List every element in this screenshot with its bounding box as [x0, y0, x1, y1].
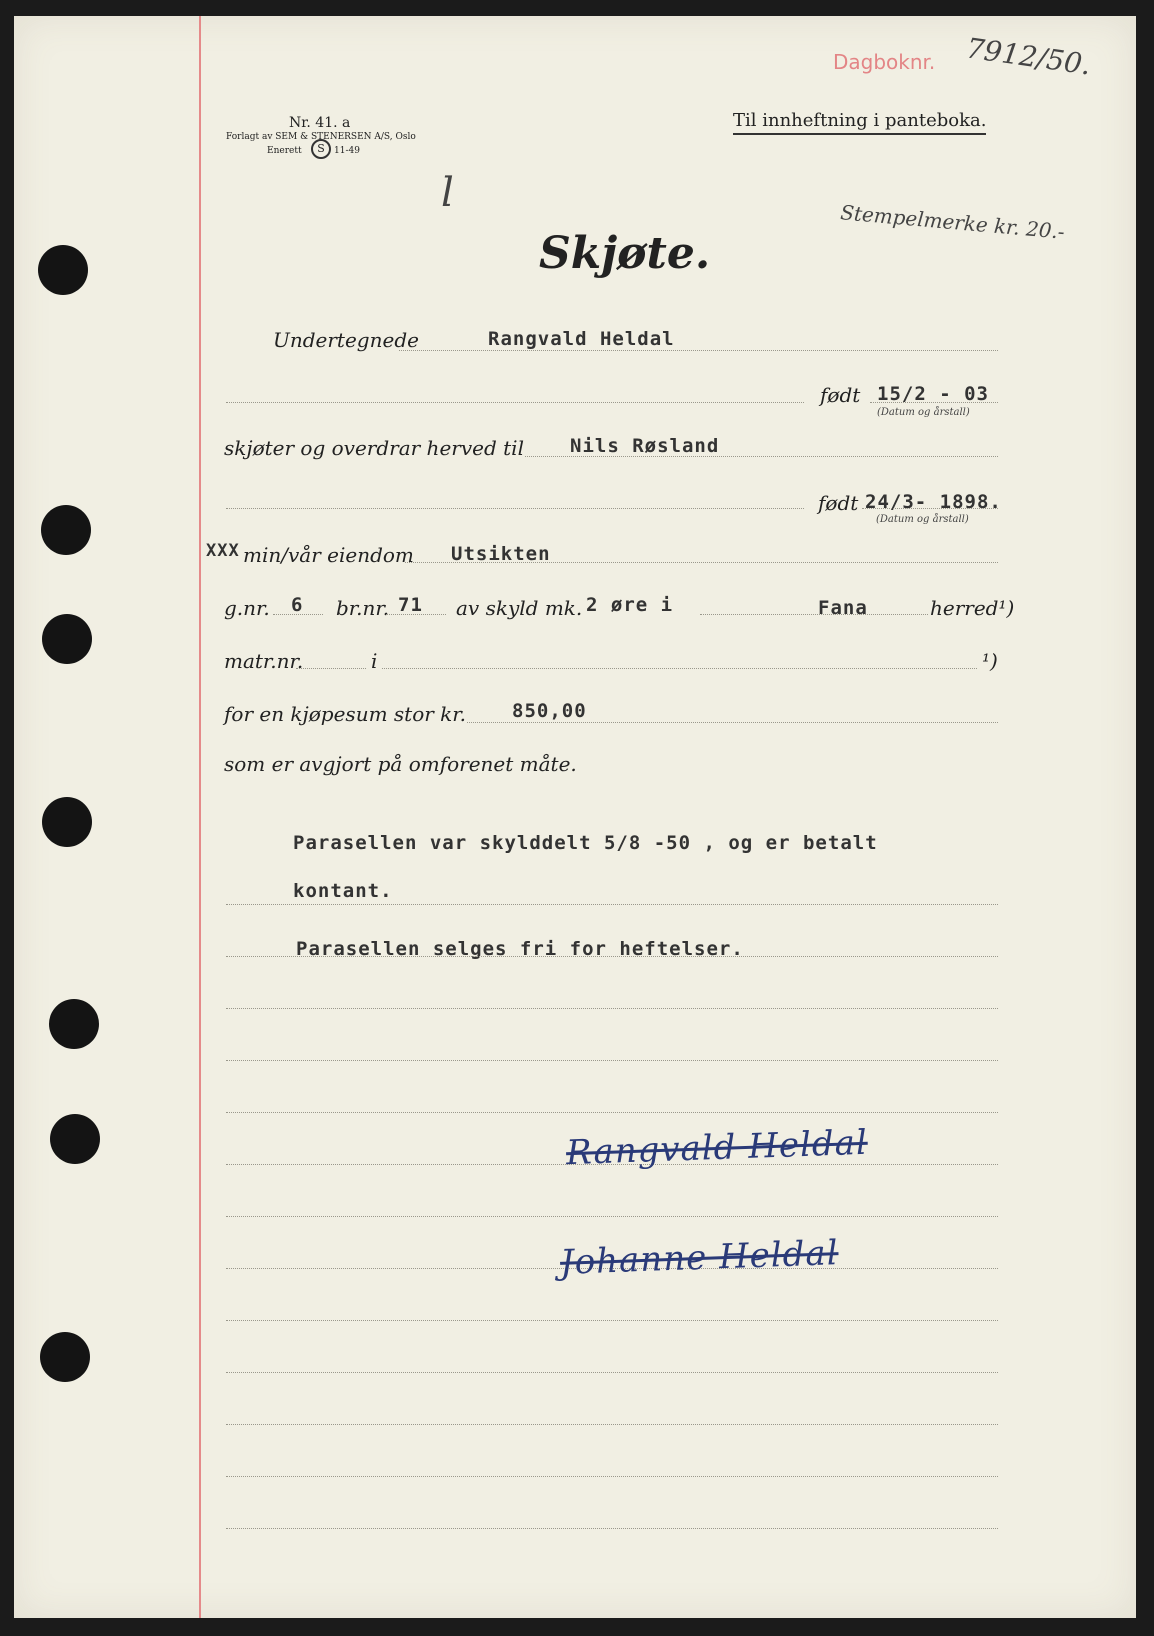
dotted-line: [273, 614, 323, 615]
transfer-label: skjøter og overdrar herved til: [224, 436, 524, 460]
matr-label: matr.nr.: [224, 649, 304, 673]
body-line: kontant.: [293, 880, 393, 902]
diary-label: Dagboknr.: [833, 50, 936, 74]
body-line: Parasellen selges fri for heftelser.: [296, 938, 744, 960]
dotted-line: [870, 402, 998, 403]
margin-rule: [199, 16, 201, 1618]
binder-hole: [49, 999, 99, 1049]
gnr-label: g.nr.: [224, 596, 270, 620]
dotted-line: [862, 508, 998, 509]
herred-label: herred¹): [930, 596, 1015, 620]
dotted-line: [226, 402, 804, 403]
dotted-line: [226, 1112, 998, 1113]
property-name: Utsikten: [451, 543, 551, 565]
signature-seller: Rangvald Heldal: [565, 1122, 869, 1174]
publisher-logo: S: [311, 139, 331, 159]
dotted-line: [467, 722, 998, 723]
publisher-line: Forlagt av SEM & STENERSEN A/S, Oslo: [226, 132, 416, 142]
matr-i: i: [371, 649, 378, 673]
price-label: for en kjøpesum stor kr.: [224, 702, 467, 726]
diary-number: 7912/50.: [964, 31, 1093, 82]
date-hint: (Datum og årstall): [876, 514, 969, 525]
binder-hole: [50, 1114, 100, 1164]
undersigned-label: Undertegnede: [273, 328, 419, 352]
born-label: født: [820, 383, 861, 407]
property-label: min/vår eiendom: [243, 543, 414, 567]
publisher-enerett: Enerett: [267, 146, 302, 156]
dotted-line: [226, 1320, 998, 1321]
buyer-born-date: 24/3- 1898.: [865, 491, 1002, 513]
settled-text: som er avgjort på omforenet måte.: [224, 752, 577, 776]
publisher-date: 11-49: [334, 146, 360, 156]
matr-footnote: ¹): [982, 649, 998, 673]
binder-hole: [42, 797, 92, 847]
binder-hole: [41, 505, 91, 555]
dotted-line: [226, 1476, 998, 1477]
municipality: Fana: [818, 597, 868, 619]
binder-hole: [42, 614, 92, 664]
brnr-value: 71: [398, 594, 423, 616]
skyld-label: av skyld mk.: [456, 596, 583, 620]
dotted-line: [399, 350, 998, 351]
buyer-name: Nils Røsland: [570, 435, 720, 457]
struck-prefix: XXX: [206, 541, 240, 561]
pencil-mark: l: [441, 170, 454, 216]
date-hint: (Datum og årstall): [877, 407, 970, 418]
dotted-line: [700, 614, 928, 615]
document-title: Skjøte.: [539, 228, 711, 279]
price-value: 850,00: [512, 700, 587, 722]
dotted-line: [226, 1528, 998, 1529]
binder-hole: [38, 245, 88, 295]
dotted-line: [226, 1060, 998, 1061]
dotted-line: [226, 956, 998, 957]
body-line: Parasellen var skylddelt 5/8 -50 , og er betalt: [293, 832, 878, 854]
dotted-line: [296, 668, 366, 669]
dotted-line: [226, 1216, 998, 1217]
binder-hole: [40, 1332, 90, 1382]
dotted-line: [386, 614, 446, 615]
form-number: Nr. 41. a: [289, 115, 351, 131]
stamp-note: Stempelmerke kr. 20.-: [839, 200, 1066, 244]
seller-name: Rangvald Heldal: [488, 328, 675, 350]
dotted-line: [226, 1424, 998, 1425]
dotted-line: [226, 508, 804, 509]
dotted-line: [382, 668, 977, 669]
dotted-line: [226, 1008, 998, 1009]
attachment-note: Til innheftning i panteboka.: [733, 110, 986, 135]
seller-born-date: 15/2 - 03: [877, 383, 989, 405]
skyld-value: 2 øre i: [586, 594, 674, 616]
dotted-line: [226, 1372, 998, 1373]
gnr-value: 6: [291, 594, 304, 616]
dotted-line: [226, 904, 998, 905]
signature-spouse: Johanne Heldal: [559, 1233, 840, 1283]
born-label: født: [818, 491, 859, 515]
brnr-label: br.nr.: [336, 596, 390, 620]
